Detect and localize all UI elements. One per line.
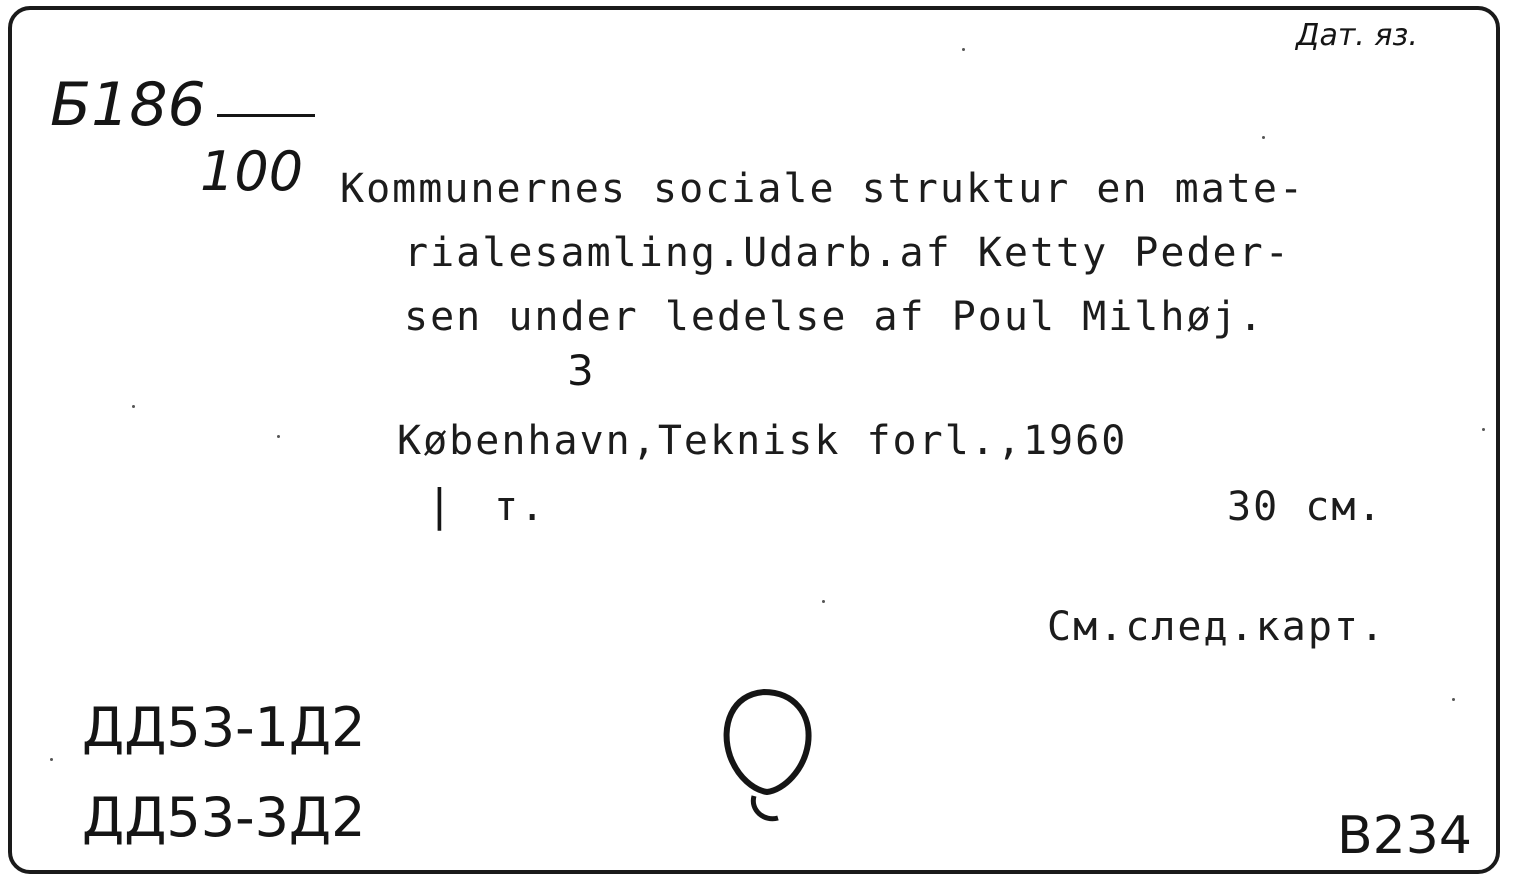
paper-speck (822, 600, 825, 603)
paper-speck (50, 758, 53, 761)
volume-count-mark: | (432, 480, 447, 531)
shelf-mark-rule (217, 114, 315, 117)
shelf-mark-bottom: 100 (200, 140, 304, 203)
handwritten-digit: 3 (567, 346, 594, 395)
catalog-card (8, 6, 1500, 874)
title-line-1: Kommunernes sociale struktur en mate- (340, 166, 1306, 212)
paper-speck (1262, 136, 1265, 139)
classification-code-1: ДД53-1Д2 (82, 696, 366, 759)
paper-speck (132, 405, 135, 408)
shelf-mark-top: Б186 (50, 70, 206, 140)
title-line-3: sen under ledelse af Poul Milhøj. (404, 294, 1265, 340)
classification-code-2: ДД53-3Д2 (82, 786, 366, 849)
size-note: 30 см. (1227, 484, 1384, 530)
paper-speck (1482, 428, 1485, 431)
imprint-line: København,Teknisk forl.,1960 (397, 418, 1128, 464)
paper-speck (1452, 698, 1455, 701)
see-next-card-note: См.след.карт. (1047, 604, 1387, 650)
inventory-number: B234 (1337, 806, 1472, 866)
language-note: Дат. яз. (1296, 18, 1418, 53)
title-line-2: rialesamling.Udarb.af Ketty Peder- (404, 230, 1291, 276)
hand-drawn-circle-mark (712, 686, 822, 836)
paper-speck (277, 435, 280, 438)
paper-speck (962, 48, 965, 51)
volume-unit: т. (494, 484, 547, 530)
